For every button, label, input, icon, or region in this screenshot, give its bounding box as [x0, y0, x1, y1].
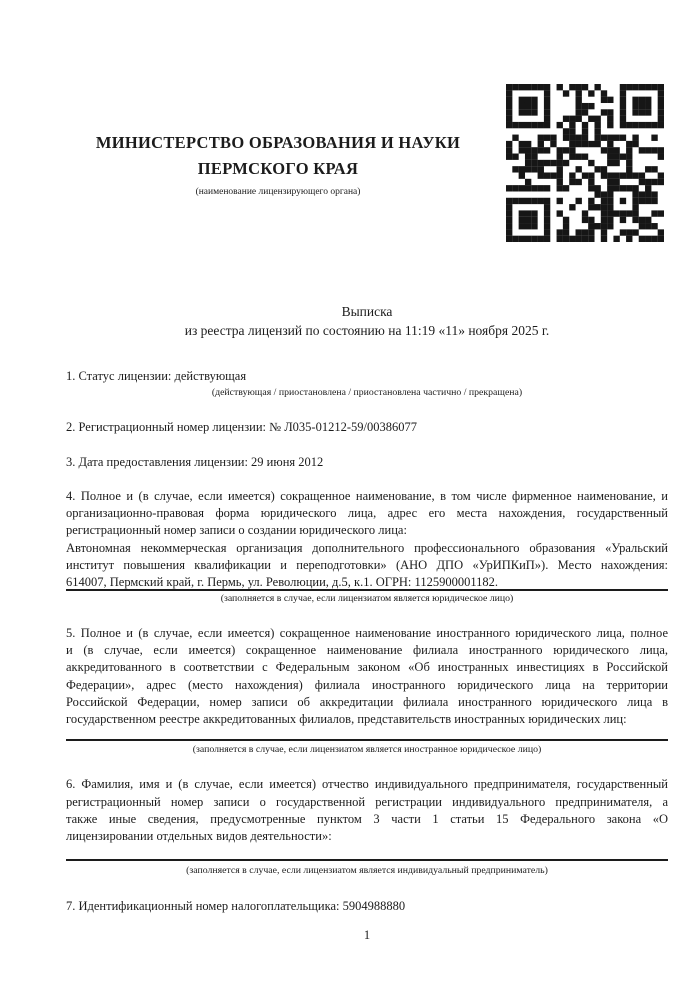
- qr-code-icon: [506, 84, 664, 242]
- section-5-body-line: государственном реестре аккредитованных филиалов, представительств иностранных юридических лиц:: [66, 712, 627, 727]
- section-4-body-line: регистрационный номер записи о создании юридического лица:: [66, 523, 407, 538]
- section-2-registration-number: 2. Регистрационный номер лицензии: № Л035-01212-59/00386077: [66, 420, 417, 435]
- section-5-body-line: и (в случае, если имеется) сокращенное наименование филиала иностранного юридического лица,: [66, 642, 668, 657]
- section-4-fill-note: (заполняется в случае, если лицензиатом является юридическое лицо): [220, 592, 514, 604]
- section-3-license-date: 3. Дата предоставления лицензии: 29 июня 2012: [66, 454, 324, 469]
- section-4-value-line: институт повышения квалификации и переподготовки» (АНО ДПО «УрИПКиП»). Место нахождения:: [66, 558, 668, 573]
- section-6-body-line: регистрационный номер записи о государственной регистрации индивидуального предпринимателя, а: [66, 794, 668, 809]
- section-6-individual-entrepreneur: [66, 776, 668, 876]
- section-7-taxpayer-id: 7. Идентификационный номер налогоплательщика: 5904988880: [66, 898, 406, 913]
- document-title: [66, 303, 668, 340]
- fill-line: [66, 859, 668, 861]
- section-4-value-line: 614007, Пермский край, г. Пермь, ул. Революции, д.5, к.1. ОГРН: 1125900001182.: [66, 575, 498, 590]
- section-6-fill-note: (заполняется в случае, если лицензиатом является индивидуальный предприниматель): [186, 864, 548, 876]
- document-title-line1: Выписка: [341, 304, 393, 319]
- license-status-options-note: (действующая / приостановлена / приостановлена частично / прекращена): [211, 387, 523, 399]
- section-6-body-line: лицензировании отдельных видов деятельности»:: [66, 829, 332, 844]
- authority-name-line2: ПЕРМСКОГО КРАЯ: [197, 159, 359, 178]
- authority-name-caption: (наименование лицензирующего органа): [195, 187, 361, 197]
- section-5-foreign-entity: [66, 625, 668, 757]
- section-5-fill-note: (заполняется в случае, если лицензиатом является иностранное юридическое лицо): [192, 744, 542, 756]
- section-6-body-line: также иные сведения, предусмотренные пунктом 3 части 1 статьи 15 Федерального закона «О: [66, 812, 668, 827]
- section-6-body-line: 6. Фамилия, имя и (в случае, если имеется) отчество индивидуального предпринимателя, государственный: [66, 777, 668, 792]
- qr-code-image: [506, 84, 664, 242]
- section-5-body-line: Федерации», адрес (место нахождения) филиала иностранного юридического лица на территории: [66, 677, 668, 692]
- document-body: [66, 368, 668, 915]
- licensing-authority-header: [66, 130, 490, 198]
- authority-name-line1: МИНИСТЕРСТВО ОБРАЗОВАНИЯ И НАУКИ: [95, 133, 461, 152]
- section-4-legal-entity: [66, 488, 668, 605]
- document-title-line2: из реестра лицензий по состоянию на 11:19 «11» ноября 2025 г.: [184, 322, 550, 338]
- page-number: 1: [363, 928, 371, 942]
- section-4-body-line: 4. Полное и (в случае, если имеется) сокращенное наименование, в том числе фирменное наименование, и: [66, 488, 668, 503]
- section-4-body-line: организационно-правовая форма юридического лица, адрес его места нахождения, государственный: [66, 506, 668, 521]
- section-1-license-status: [66, 368, 668, 399]
- license-status-label: 1. Статус лицензии: действующая: [66, 369, 247, 383]
- section-4-value-line: Автономная некоммерческая организация дополнительного профессионального образования «Уральский: [66, 540, 668, 555]
- section-5-body-line: Российской Федерации, номер записи об аккредитации филиала иностранного юридического лица в: [66, 694, 668, 709]
- section-5-body-line: аккредитованного в соответствии с Федеральным законом «Об иностранных инвестициях в Российской: [66, 660, 668, 675]
- fill-line: [66, 739, 668, 741]
- section-5-body-line: 5. Полное и (в случае, если имеется) сокращенное наименование иностранного юридического лица, полное: [66, 625, 668, 640]
